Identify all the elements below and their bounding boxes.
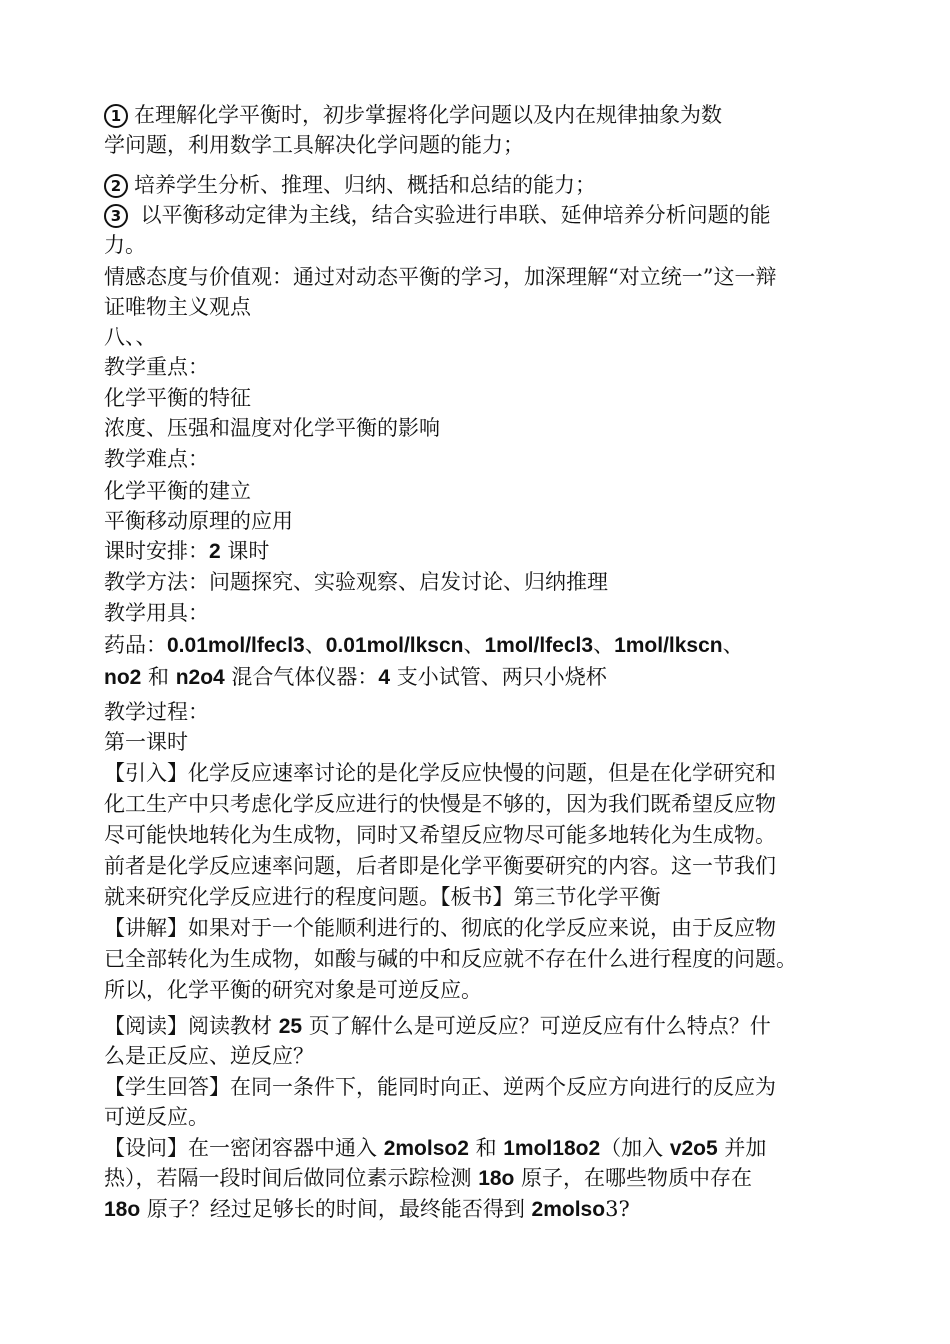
- text-line: [104, 444, 874, 474]
- text-line: [104, 506, 874, 536]
- line-text: 原子？经过足够长的时间，最终能否得到: [140, 1197, 532, 1221]
- line-text: 支小试管、两只小烧杯: [390, 665, 607, 689]
- line-text: 可逆反应。: [104, 1105, 209, 1129]
- text-line: [104, 292, 874, 322]
- text-line: [104, 413, 874, 443]
- bold-term: 4: [378, 666, 391, 689]
- line-text: 所以，化学平衡的研究对象是可逆反应。: [104, 978, 482, 1002]
- circled-number: 3: [104, 204, 128, 228]
- line-text: 尽可能快地转化为生成物，同时又希望反应物尽可能多地转化为生成物。: [104, 823, 776, 847]
- bold-term: 1mol/lkscn: [614, 634, 723, 657]
- line-text: 【讲解】如果对于一个能顺利进行的、彻底的化学反应来说，由于反应物: [104, 916, 776, 940]
- line-text: 教学用具：: [104, 601, 209, 625]
- text-line: [104, 1102, 874, 1132]
- bold-term: 2molso: [531, 1198, 606, 1221]
- text-line: [104, 567, 874, 597]
- text-line: [104, 536, 874, 566]
- line-text: 【设问】在一密闭容器中通入: [104, 1136, 384, 1160]
- line-text: 并加: [717, 1136, 767, 1160]
- line-text: 已全部转化为生成物，如酸与碱的中和反应就不存在什么进行程度的问题。: [104, 947, 797, 971]
- line-text: 药品：: [104, 633, 167, 657]
- line-text: 课时安排：: [104, 539, 209, 563]
- line-text: 前者是化学反应速率问题，后者即是化学平衡要研究的内容。这一节我们: [104, 854, 776, 878]
- line-text: 教学难点：: [104, 447, 209, 471]
- circled-number: 1: [104, 104, 128, 128]
- line-text: 平衡移动原理的应用: [104, 509, 293, 533]
- text-line: [104, 1072, 874, 1102]
- text-line: [104, 1133, 874, 1163]
- line-text: 力。: [104, 233, 146, 257]
- line-text: 课时: [220, 539, 270, 563]
- bold-term: 25: [278, 1015, 303, 1038]
- line-text: 【引入】化学反应速率讨论的是化学反应快慢的问题，但是在化学研究和: [104, 761, 776, 785]
- text-line: [104, 820, 874, 850]
- text-line: [104, 662, 874, 692]
- line-text: 以平衡移动定律为主线，结合实验进行串联、延伸培养分析问题的能: [134, 203, 771, 227]
- line-text: 教学过程：: [104, 700, 209, 724]
- line-text: 原子，在哪些物质中存在: [514, 1166, 753, 1190]
- text-line: [104, 1194, 874, 1224]
- bold-term: v2o5: [669, 1137, 718, 1160]
- text-line: [104, 975, 874, 1005]
- text-line: [104, 383, 874, 413]
- line-text: 化学平衡的特征: [104, 386, 251, 410]
- line-text: 化学平衡的建立: [104, 479, 251, 503]
- text-line: [104, 789, 874, 819]
- text-line: [104, 758, 874, 788]
- line-text: 【阅读】阅读教材: [104, 1014, 279, 1038]
- line-text: 教学方法：问题探究、实验观察、启发讨论、归纳推理: [104, 570, 608, 594]
- line-text: 学问题，利用数学工具解决化学问题的能力；: [104, 133, 524, 157]
- text-line: [104, 851, 874, 881]
- line-text: 热），若隔一段时间后做同位素示踪检测: [104, 1166, 479, 1190]
- bold-term: n2o4: [175, 666, 225, 689]
- text-line: [104, 630, 874, 660]
- text-line: [104, 913, 874, 943]
- line-text: 八、、: [104, 325, 157, 349]
- line-text: 、: [463, 633, 485, 657]
- bold-term: 18o: [478, 1167, 515, 1190]
- bold-term: 1mol18o2: [503, 1137, 601, 1160]
- line-text: 3?: [605, 1197, 630, 1221]
- bold-term: no2: [104, 666, 142, 689]
- text-line: [104, 200, 874, 230]
- line-text: 培养学生分析、推理、归纳、概括和总结的能力；: [134, 173, 596, 197]
- line-text: 第一课时: [104, 730, 188, 754]
- bold-term: 18o: [104, 1198, 141, 1221]
- text-line: [104, 727, 874, 757]
- line-text: 、: [593, 633, 615, 657]
- bold-term: 2molso2: [383, 1137, 469, 1160]
- text-line: [104, 1163, 874, 1193]
- circled-number: 2: [104, 174, 128, 198]
- line-text: 在理解化学平衡时，初步掌握将化学问题以及内在规律抽象为数: [134, 103, 722, 127]
- text-line: [104, 100, 874, 130]
- line-text: 就来研究化学反应进行的程度问题。【板书】第三节化学平衡: [104, 885, 661, 909]
- text-line: [104, 697, 874, 727]
- text-line: [104, 230, 874, 260]
- line-text: 、: [722, 633, 744, 657]
- text-line: [104, 322, 874, 352]
- line-text: 、: [304, 633, 326, 657]
- line-text: 页了解什么是可逆反应？可逆反应有什么特点？什: [302, 1014, 771, 1038]
- line-text: 化工生产中只考虑化学反应进行的快慢是不够的，因为我们既希望反应物: [104, 792, 776, 816]
- bold-term: 0.01mol/lfecl3: [167, 634, 305, 657]
- line-text: 证唯物主义观点: [104, 295, 251, 319]
- line-text: 么是正反应、逆反应？: [104, 1044, 314, 1068]
- line-text: 和: [141, 665, 176, 689]
- text-line: [104, 262, 874, 292]
- text-line: [104, 352, 874, 382]
- text-line: [104, 882, 874, 912]
- bold-term: 2: [209, 540, 221, 563]
- line-text: 教学重点：: [104, 355, 209, 379]
- line-text: 混合气体仪器：: [224, 665, 379, 689]
- line-text: 和: [468, 1136, 504, 1160]
- line-text: （加入: [600, 1136, 670, 1160]
- text-line: [104, 1011, 874, 1041]
- text-line: [104, 598, 874, 628]
- text-line: [104, 944, 874, 974]
- text-line: [104, 130, 874, 160]
- line-text: 浓度、压强和温度对化学平衡的影响: [104, 416, 440, 440]
- bold-term: 0.01mol/lkscn: [325, 634, 464, 657]
- line-text: 【学生回答】在同一条件下，能同时向正、逆两个反应方向进行的反应为: [104, 1075, 776, 1099]
- text-line: [104, 170, 874, 200]
- text-line: [104, 476, 874, 506]
- line-text: 情感态度与价值观：通过对动态平衡的学习，加深理解“对立统一”这一辩: [104, 265, 777, 289]
- bold-term: 1mol/lfecl3: [484, 634, 594, 657]
- text-line: [104, 1041, 874, 1071]
